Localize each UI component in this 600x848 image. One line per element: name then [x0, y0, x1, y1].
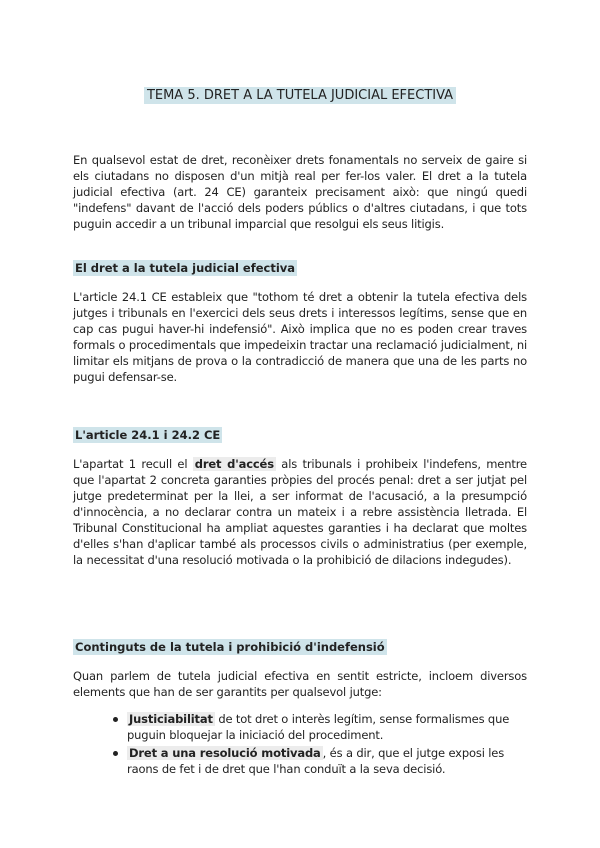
- highlighted-term: dret d'accés: [194, 457, 274, 471]
- section-paragraph-articles: [73, 456, 527, 568]
- section-heading-tutela: [73, 261, 297, 275]
- bullet-icon: [113, 751, 118, 756]
- section-paragraph-continguts: Quan parlem de tutela judicial efectiva en sentit estricte, incloem diversos elements que han de ser garantits per qualsevol jutge:: [73, 669, 527, 699]
- section-heading-text: El dret a la tutela judicial efectiva: [75, 261, 296, 275]
- document-title: [0, 88, 600, 103]
- list-item: [73, 711, 527, 743]
- list-item: [73, 745, 527, 777]
- title-text: TEMA 5. DRET A LA TUTELA JUDICIAL EFECTIVA: [144, 87, 456, 104]
- bullet-bold-term: Justiciabilitat: [129, 712, 213, 726]
- section-heading-continguts: [73, 640, 387, 654]
- bullet-text: de tot dret o interès legítim, sense formalismes que puguin bloquejar la iniciació del procediment.: [127, 712, 510, 742]
- bullet-list: [73, 711, 527, 779]
- section-paragraph-tutela: L'article 24.1 CE estableix que "tothom té dret a obtenir la tutela efectiva dels jutges i tribunals en l'exercici dels seus drets i interessos legítims, sense que en cap cas pugui haver-hi indefensió". Això implica que no es poden crear traves formals o procedimentals que impedeixin tractar una reclamació judicialment, ni limitar els mitjans de prova o la contradicció de manera que una de les parts no pugui defensar-se.: [73, 290, 527, 384]
- section-heading-articles: [73, 428, 222, 442]
- section-heading-text: Continguts de la tutela i prohibició d'indefensió: [75, 640, 385, 654]
- bullet-icon: [113, 717, 118, 722]
- section-heading-text: L'article 24.1 i 24.2 CE: [75, 428, 221, 442]
- paragraph-text: als tribunals i prohibeix l'indefens, mentre que l'apartat 2 concreta garanties pròpies del procés penal: dret a ser jutjat pel jutge predeterminat per la llei, a ser informat de l'acusació, a la presumpció d'innocència, a no declarar contra un mateix i a rebre assistència lletrada. El Tribunal Constitucional ha ampliat aquestes garanties i ha declarat que moltes d'elles s'han d'aplicar també als processos civils o administratius (per exemple, la necessitat d'una resolució motivada o la prohibició de dilacions indegudes).: [73, 457, 527, 567]
- bullet-bold-term: Dret a una resolució motivada: [129, 746, 321, 760]
- paragraph-text: L'apartat 1 recull el: [73, 457, 193, 471]
- intro-paragraph: En qualsevol estat de dret, reconèixer drets fonamentals no serveix de gaire si els ciutadans no disposen d'un mitjà real per fer-los valer. El dret a la tutela judicial efectiva (art. 24 CE) garanteix precisament això: que ningú quedi "indefens" davant de l'acció dels poders públics o d'altres ciutadans, i que tots puguin accedir a un tribunal imparcial que resolgui els seus litigis.: [73, 153, 527, 231]
- bullet-text: , és a dir, que el jutge exposi les raons de fet i de dret que l'han conduït a la seva decisió.: [127, 746, 505, 776]
